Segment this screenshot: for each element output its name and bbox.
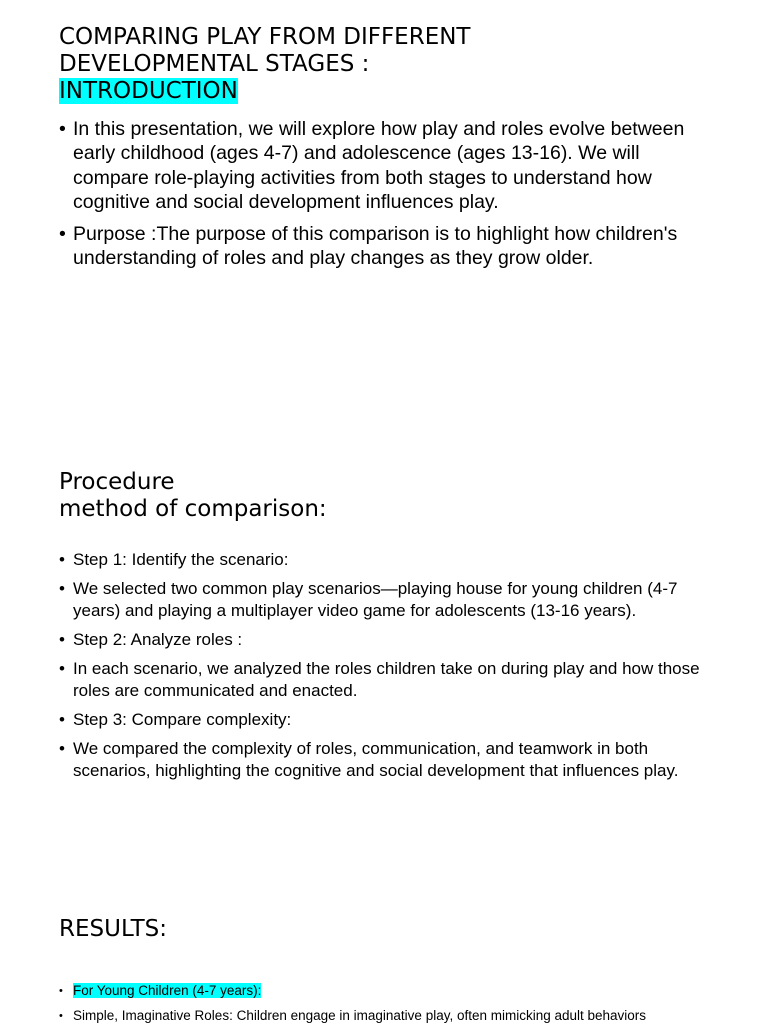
procedure-bullet-list	[59, 549, 719, 789]
procedure-bullet-text: We selected two common play scenarios—playing house for young children (4-7 years) and playing a multiplayer video game for adolescents (13-16 years).	[73, 579, 678, 620]
procedure-bullet	[59, 738, 719, 782]
bullet-dot-icon: •	[59, 710, 65, 729]
results-bullet-list	[59, 982, 719, 1024]
intro-heading	[59, 24, 470, 105]
procedure-bullet	[59, 549, 719, 571]
procedure-bullet	[59, 629, 719, 651]
results-title: RESULTS:	[59, 916, 167, 942]
intro-title-highlight: INTRODUCTION	[59, 78, 238, 104]
results-bullet	[59, 982, 719, 1000]
bullet-dot-icon: •	[59, 579, 65, 598]
intro-bullet-text: In this presentation, we will explore how play and roles evolve between early childhood (ages 4-7) and adolescence (ages 13-16). We will compare role-playing activities from both stages to understand how cognitive and social development influences play.	[73, 118, 685, 213]
procedure-title-line-1: Procedure	[59, 469, 175, 495]
intro-title-line-2: DEVELOPMENTAL STAGES :	[59, 51, 370, 77]
procedure-bullet-text: Step 1: Identify the scenario:	[73, 550, 289, 569]
results-bullet-text: For Young Children (4-7 years):	[73, 983, 262, 998]
procedure-bullet	[59, 709, 719, 731]
procedure-bullet	[59, 658, 719, 702]
procedure-heading	[59, 469, 327, 523]
bullet-dot-icon: •	[59, 1010, 63, 1022]
procedure-bullet-text: We compared the complexity of roles, communication, and teamwork in both scenarios, highlighting the cognitive and social development that influences play.	[73, 739, 679, 780]
procedure-title-line-2: method of comparison:	[59, 496, 327, 522]
bullet-dot-icon: •	[59, 118, 66, 140]
results-bullet	[59, 1007, 719, 1024]
bullet-dot-icon: •	[59, 985, 63, 997]
intro-bullet	[59, 222, 719, 271]
procedure-bullet-text: In each scenario, we analyzed the roles children take on during play and how those roles are communicated and enacted.	[73, 659, 700, 700]
intro-title-line-1: COMPARING PLAY FROM DIFFERENT	[59, 24, 471, 50]
bullet-dot-icon: •	[59, 550, 65, 569]
bullet-dot-icon: •	[59, 659, 65, 678]
bullet-dot-icon: •	[59, 739, 65, 758]
procedure-bullet-text: Step 2: Analyze roles :	[73, 630, 243, 649]
bullet-dot-icon: •	[59, 630, 65, 649]
results-bullet-text: Simple, Imaginative Roles: Children engage in imaginative play, often mimicking adult behaviors	[73, 1008, 647, 1023]
procedure-bullet	[59, 578, 719, 622]
intro-bullet-text: Purpose :The purpose of this comparison is to highlight how children's understanding of roles and play changes as they grow older.	[73, 223, 678, 270]
intro-bullet	[59, 117, 719, 214]
procedure-bullet-text: Step 3: Compare complexity:	[73, 710, 292, 729]
intro-bullet-list	[59, 117, 719, 279]
results-heading	[59, 916, 167, 943]
bullet-dot-icon: •	[59, 223, 66, 246]
